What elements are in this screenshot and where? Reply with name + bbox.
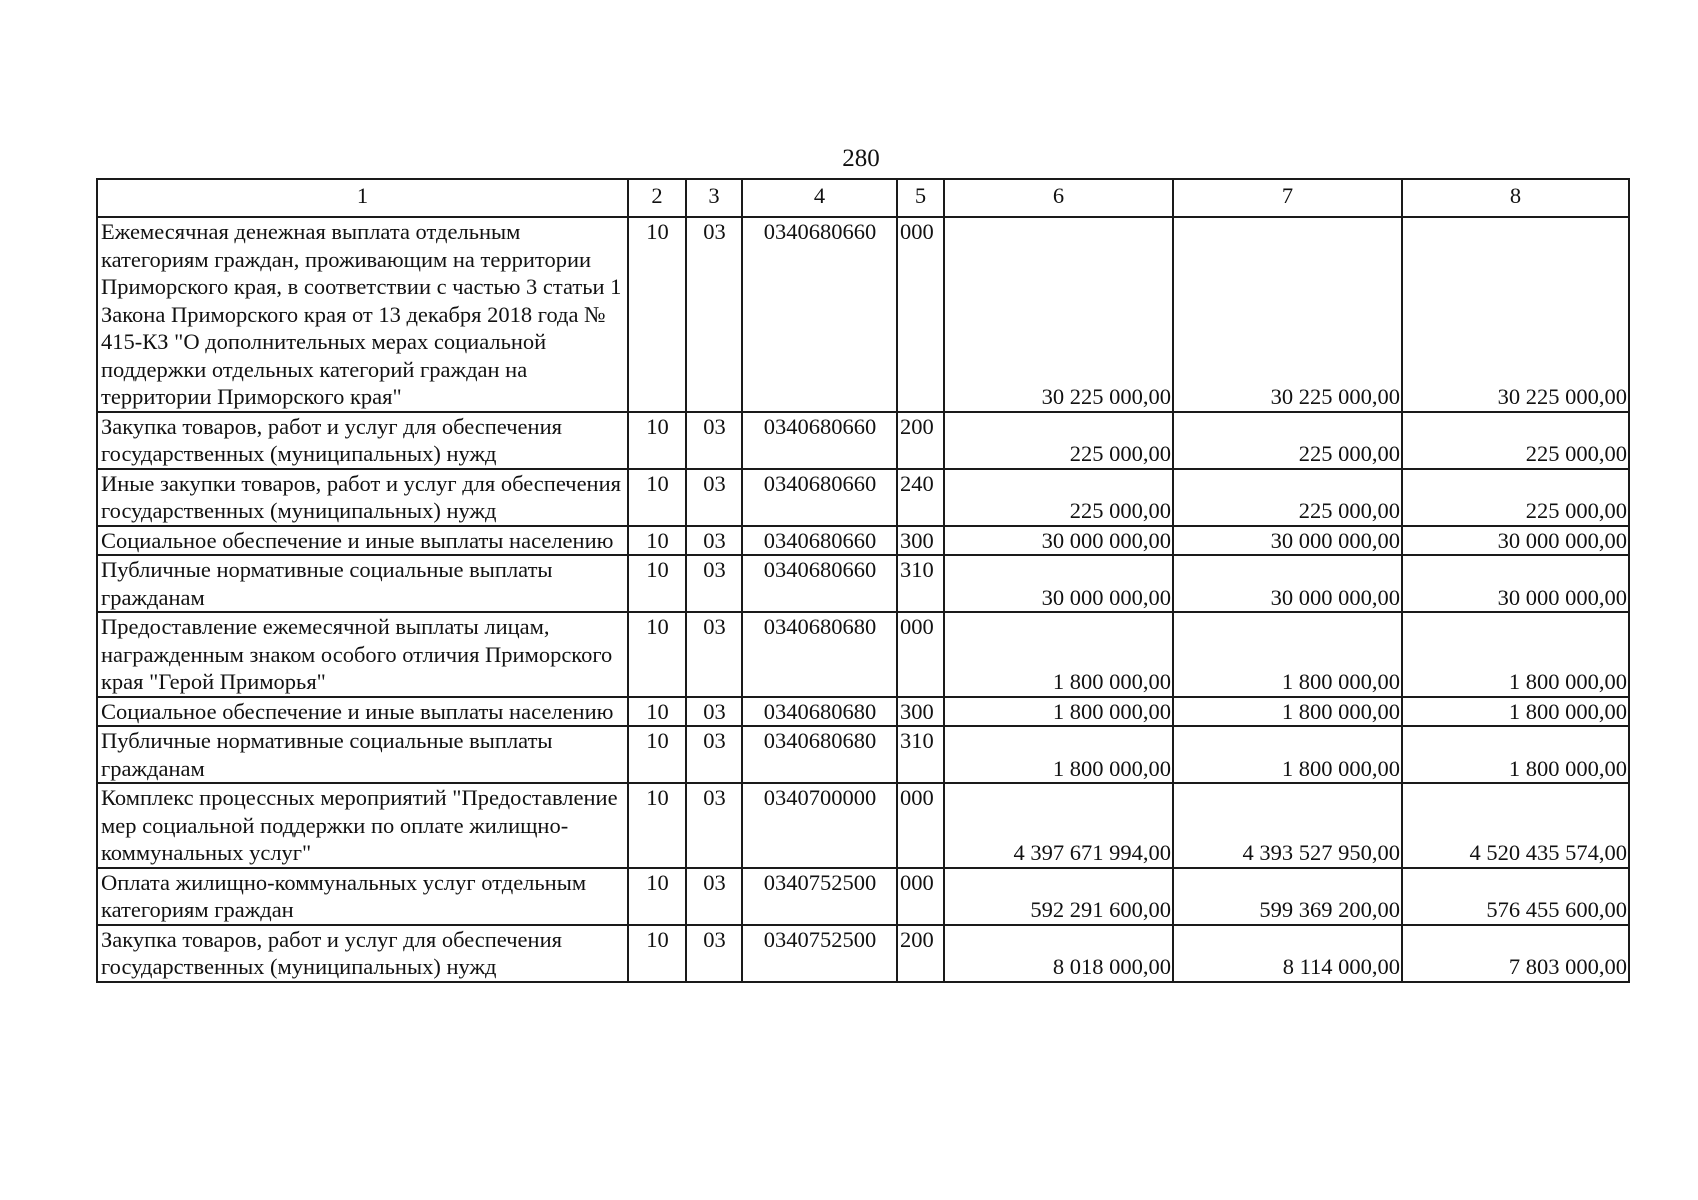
table-row [97,612,1629,697]
page-number: 280 [842,145,880,172]
row-section: 10 [628,868,686,925]
row-section: 10 [628,697,686,727]
row-amount-col7: 225 000,00 [1173,412,1402,469]
row-target-article: 0340680660 [742,526,897,556]
row-section: 10 [628,412,686,469]
row-expense-type: 000 [897,217,944,412]
table-row [97,217,1629,412]
row-amount-col8: 225 000,00 [1402,412,1629,469]
table-row [97,868,1629,925]
row-amount-col6: 1 800 000,00 [944,612,1173,697]
row-section: 10 [628,469,686,526]
row-amount-col8: 225 000,00 [1402,469,1629,526]
row-section: 10 [628,783,686,868]
row-expense-type: 310 [897,726,944,783]
row-expense-type: 000 [897,783,944,868]
row-name: Ежемесячная денежная выплата отдельным категориям граждан, проживающим на территории Приморского края, в соответствии с частью 3 статьи 1 Закона Приморского края от 13 декабря 2018 года № 415-КЗ "О дополнительных мерах социальной поддержки отдельных категорий граждан на территории Приморского края" [97,217,628,412]
table-header-row [97,179,1629,217]
row-subsection: 03 [686,555,742,612]
row-expense-type: 200 [897,925,944,982]
row-amount-col7: 30 225 000,00 [1173,217,1402,412]
row-target-article: 0340680660 [742,217,897,412]
column-header: 5 [897,179,944,217]
row-subsection: 03 [686,868,742,925]
row-amount-col8: 1 800 000,00 [1402,726,1629,783]
row-name: Предоставление ежемесячной выплаты лицам, награжденным знаком особого отличия Приморского края "Герой Приморья" [97,612,628,697]
row-section: 10 [628,526,686,556]
table-row [97,469,1629,526]
row-expense-type: 000 [897,612,944,697]
row-amount-col6: 8 018 000,00 [944,925,1173,982]
row-target-article: 0340700000 [742,783,897,868]
row-amount-col7: 1 800 000,00 [1173,726,1402,783]
row-expense-type: 000 [897,868,944,925]
budget-table [96,178,1630,983]
row-name: Комплекс процессных мероприятий "Предоставление мер социальной поддержки по оплате жилищно-коммунальных услуг" [97,783,628,868]
row-amount-col8: 30 000 000,00 [1402,555,1629,612]
row-name: Публичные нормативные социальные выплаты гражданам [97,726,628,783]
column-header: 2 [628,179,686,217]
row-subsection: 03 [686,925,742,982]
table-row [97,412,1629,469]
row-target-article: 0340680660 [742,555,897,612]
column-header: 7 [1173,179,1402,217]
column-header: 8 [1402,179,1629,217]
column-header: 4 [742,179,897,217]
row-name: Публичные нормативные социальные выплаты гражданам [97,555,628,612]
row-amount-col6: 4 397 671 994,00 [944,783,1173,868]
row-name: Закупка товаров, работ и услуг для обеспечения государственных (муниципальных) нужд [97,412,628,469]
row-amount-col8: 30 225 000,00 [1402,217,1629,412]
row-subsection: 03 [686,726,742,783]
row-name: Оплата жилищно-коммунальных услуг отдельным категориям граждан [97,868,628,925]
column-header: 1 [97,179,628,217]
table-row [97,697,1629,727]
row-target-article: 0340680680 [742,697,897,727]
table-row [97,783,1629,868]
row-name: Иные закупки товаров, работ и услуг для обеспечения государственных (муниципальных) нужд [97,469,628,526]
row-target-article: 0340680680 [742,612,897,697]
table-row [97,555,1629,612]
table-row [97,526,1629,556]
row-amount-col8: 1 800 000,00 [1402,612,1629,697]
row-amount-col7: 4 393 527 950,00 [1173,783,1402,868]
row-amount-col7: 599 369 200,00 [1173,868,1402,925]
table-row [97,726,1629,783]
row-subsection: 03 [686,217,742,412]
row-amount-col6: 30 000 000,00 [944,555,1173,612]
row-target-article: 0340680680 [742,726,897,783]
row-subsection: 03 [686,526,742,556]
row-name: Социальное обеспечение и иные выплаты населению [97,697,628,727]
row-amount-col8: 30 000 000,00 [1402,526,1629,556]
row-expense-type: 310 [897,555,944,612]
row-amount-col8: 576 455 600,00 [1402,868,1629,925]
row-amount-col6: 30 225 000,00 [944,217,1173,412]
column-header: 6 [944,179,1173,217]
row-amount-col7: 30 000 000,00 [1173,526,1402,556]
row-expense-type: 300 [897,526,944,556]
row-target-article: 0340752500 [742,925,897,982]
row-amount-col7: 1 800 000,00 [1173,612,1402,697]
column-header: 3 [686,179,742,217]
row-subsection: 03 [686,612,742,697]
row-target-article: 0340680660 [742,469,897,526]
row-expense-type: 300 [897,697,944,727]
row-name: Закупка товаров, работ и услуг для обеспечения государственных (муниципальных) нужд [97,925,628,982]
row-amount-col6: 1 800 000,00 [944,697,1173,727]
row-amount-col6: 592 291 600,00 [944,868,1173,925]
row-amount-col7: 8 114 000,00 [1173,925,1402,982]
row-amount-col8: 1 800 000,00 [1402,697,1629,727]
row-amount-col6: 1 800 000,00 [944,726,1173,783]
row-expense-type: 200 [897,412,944,469]
row-amount-col6: 30 000 000,00 [944,526,1173,556]
table-row [97,925,1629,982]
row-target-article: 0340752500 [742,868,897,925]
row-section: 10 [628,925,686,982]
row-amount-col8: 7 803 000,00 [1402,925,1629,982]
row-amount-col7: 225 000,00 [1173,469,1402,526]
row-section: 10 [628,612,686,697]
row-name: Социальное обеспечение и иные выплаты населению [97,526,628,556]
row-subsection: 03 [686,469,742,526]
row-section: 10 [628,726,686,783]
row-section: 10 [628,555,686,612]
row-amount-col6: 225 000,00 [944,412,1173,469]
row-expense-type: 240 [897,469,944,526]
row-amount-col7: 1 800 000,00 [1173,697,1402,727]
row-subsection: 03 [686,783,742,868]
row-subsection: 03 [686,697,742,727]
row-subsection: 03 [686,412,742,469]
row-amount-col6: 225 000,00 [944,469,1173,526]
row-section: 10 [628,217,686,412]
row-amount-col8: 4 520 435 574,00 [1402,783,1629,868]
row-target-article: 0340680660 [742,412,897,469]
row-amount-col7: 30 000 000,00 [1173,555,1402,612]
